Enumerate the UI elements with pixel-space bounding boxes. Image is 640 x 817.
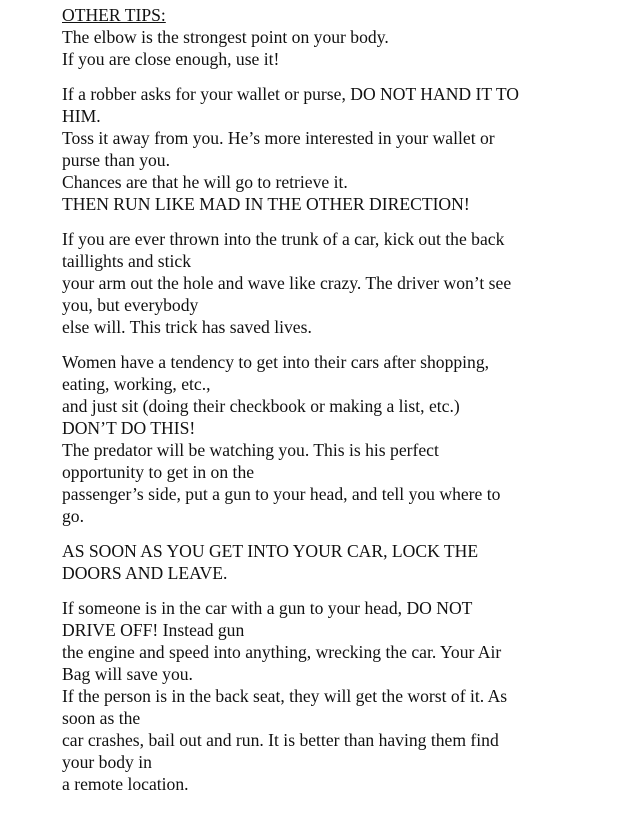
text-line: If you are ever thrown into the trunk of a car, kick out the back <box>62 229 505 249</box>
text-line: passenger’s side, put a gun to your head, and tell you where to <box>62 484 501 504</box>
text-line: The predator will be watching you. This is his perfect <box>62 440 439 460</box>
text-line: else will. This trick has saved lives. <box>62 317 312 337</box>
text-line: go. <box>62 506 84 526</box>
text-line: Chances are that he will go to retrieve it. <box>62 172 348 192</box>
paragraph-2 <box>62 83 602 215</box>
text-line: car crashes, bail out and run. It is better than having them find <box>62 730 499 750</box>
paragraph-list <box>62 26 602 795</box>
document-heading: OTHER TIPS: <box>62 5 166 25</box>
text-line: you, but everybody <box>62 295 199 315</box>
document-page <box>62 4 602 795</box>
text-line: and just sit (doing their checkbook or making a list, etc.) <box>62 396 460 416</box>
text-line: If the person is in the back seat, they will get the worst of it. As <box>62 686 508 706</box>
text-line: Toss it away from you. He’s more interested in your wallet or <box>62 128 495 148</box>
paragraph-3 <box>62 228 602 338</box>
text-line: THEN RUN LIKE MAD IN THE OTHER DIRECTION! <box>62 194 470 214</box>
text-line: opportunity to get in on the <box>62 462 255 482</box>
text-line: Women have a tendency to get into their cars after shopping, <box>62 352 490 372</box>
text-line: a remote location. <box>62 774 189 794</box>
text-line: HIM. <box>62 106 101 126</box>
paragraph-6 <box>62 597 602 795</box>
text-line: soon as the <box>62 708 141 728</box>
text-line: Bag will save you. <box>62 664 193 684</box>
text-line: If you are close enough, use it! <box>62 49 280 69</box>
paragraph-5 <box>62 540 602 584</box>
text-line: taillights and stick <box>62 251 192 271</box>
text-line: DON’T DO THIS! <box>62 418 196 438</box>
text-line: DRIVE OFF! Instead gun <box>62 620 245 640</box>
text-line: your arm out the hole and wave like crazy. The driver won’t see <box>62 273 512 293</box>
text-line: The elbow is the strongest point on your body. <box>62 27 389 47</box>
text-line: your body in <box>62 752 152 772</box>
paragraph-1 <box>62 26 602 70</box>
paragraph-4 <box>62 351 602 527</box>
text-line: If a robber asks for your wallet or purse, DO NOT HAND IT TO <box>62 84 520 104</box>
text-line: DOORS AND LEAVE. <box>62 563 228 583</box>
text-line: purse than you. <box>62 150 170 170</box>
text-line: eating, working, etc., <box>62 374 211 394</box>
text-line: If someone is in the car with a gun to your head, DO NOT <box>62 598 473 618</box>
text-line: the engine and speed into anything, wrecking the car. Your Air <box>62 642 502 662</box>
text-line: AS SOON AS YOU GET INTO YOUR CAR, LOCK THE <box>62 541 479 561</box>
